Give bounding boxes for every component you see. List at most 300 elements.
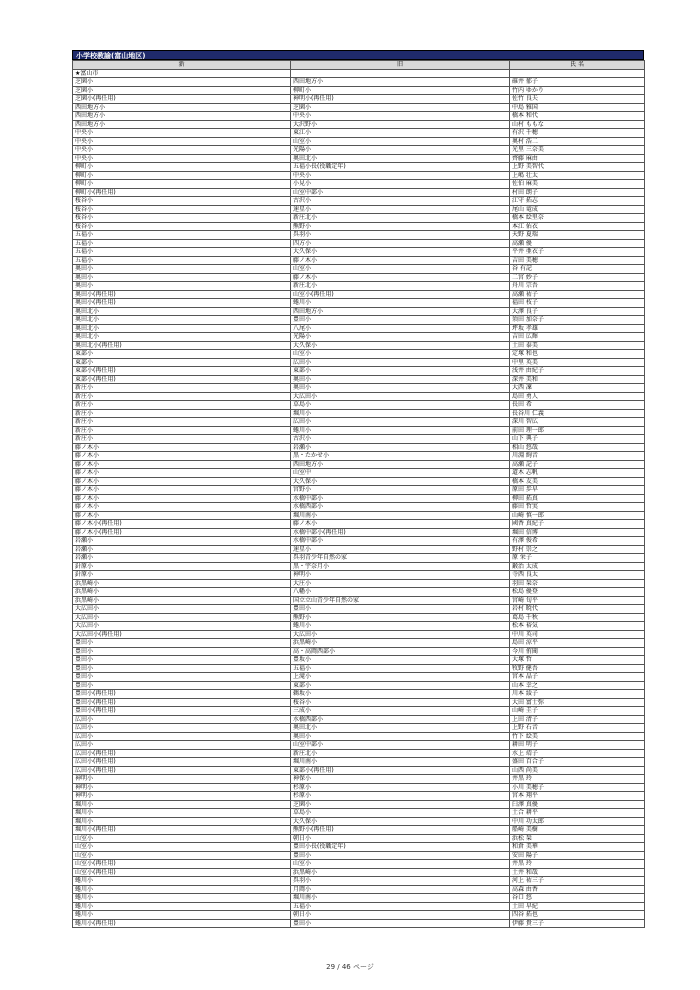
person-name-cell: 中川 功太郎 (510, 817, 645, 826)
person-name-cell: 舟川 宗吾 (510, 282, 645, 291)
person-name-cell: 松本 裕気 (510, 622, 645, 631)
table-row (73, 452, 645, 461)
new-school-cell: 藤ノ木小 (73, 511, 291, 520)
old-school-cell: 五福小 (291, 664, 510, 673)
new-school-cell: 東部小 (73, 358, 291, 367)
table-row (73, 299, 645, 308)
table-row (73, 698, 645, 707)
new-school-cell: 豊田小(再任用) (73, 698, 291, 707)
person-name-cell: 吉田 美穂 (510, 256, 645, 265)
old-school-cell: 豊田小 (291, 919, 510, 928)
new-school-cell: 奥田北小 (73, 307, 291, 316)
new-school-cell: 豊田小 (73, 664, 291, 673)
new-school-cell: 豊田小 (73, 681, 291, 690)
old-school-cell: 水橋西部小 (291, 715, 510, 724)
old-school-cell: 杉原小 (291, 792, 510, 801)
person-name-cell: 高瀬 記子 (510, 460, 645, 469)
table-row (73, 112, 645, 121)
person-name-cell: 谷口 悠 (510, 894, 645, 903)
person-name-cell: 山崎 圭子 (510, 707, 645, 716)
transfer-table (72, 60, 645, 928)
person-name-cell: 尾山 竜成 (510, 205, 645, 214)
old-school-cell: 豊坂小 (291, 656, 510, 665)
table-row (73, 554, 645, 563)
person-name-cell: 中島 雅国 (510, 103, 645, 112)
person-name-cell: 有澤 俊希 (510, 537, 645, 546)
person-name-cell: 中里 英美 (510, 358, 645, 367)
old-school-cell: 浜黒崎小 (291, 639, 510, 648)
person-name-cell: 羽田 栞奈 (510, 579, 645, 588)
new-school-cell: 西田地方小 (73, 103, 291, 112)
table-row (73, 792, 645, 801)
new-school-cell: 広田小(再任用) (73, 766, 291, 775)
old-school-cell: 東江小 (291, 129, 510, 138)
new-school-cell: 豊田小 (73, 639, 291, 648)
old-school-cell: 新庄北小 (291, 214, 510, 223)
old-school-cell: 上滝小 (291, 673, 510, 682)
person-name-cell: 齊藤 麻由 (510, 154, 645, 163)
person-name-cell: 上野 石音 (510, 724, 645, 733)
new-school-cell: 浜黒崎小 (73, 588, 291, 597)
person-name-cell: 本江 佑衣 (510, 222, 645, 231)
table-row (73, 214, 645, 223)
new-school-cell: 藤ノ木小(再任用) (73, 528, 291, 537)
person-name-cell: 臼澤 真優 (510, 800, 645, 809)
new-school-cell: 藤ノ木小 (73, 503, 291, 512)
person-name-cell: 有沢 千穂 (510, 129, 645, 138)
table-title: 小学校教諭(富山地区) (72, 50, 644, 60)
new-school-cell: 奥田北小(再任用) (73, 341, 291, 350)
table-row (73, 95, 645, 104)
new-school-cell: 堀川小(再任用) (73, 826, 291, 835)
old-school-cell: 豊田小 (291, 851, 510, 860)
new-school-cell: 芝園小(再任用) (73, 95, 291, 104)
header-row (73, 61, 645, 70)
old-school-cell: 豊田小 (291, 605, 510, 614)
old-school-cell: 水橋中部小 (291, 494, 510, 503)
table-row (73, 630, 645, 639)
new-school-cell: 藤ノ木小 (73, 486, 291, 495)
old-school-cell: 新庄北小 (291, 282, 510, 291)
old-school-cell: 山室中部小 (291, 188, 510, 197)
table-row (73, 851, 645, 860)
new-school-cell: 柳町小 (73, 171, 291, 180)
new-school-cell: 広田小(再任用) (73, 758, 291, 767)
new-school-cell: 蜷川小 (73, 894, 291, 903)
new-school-cell: 五福小 (73, 248, 291, 257)
table-row (73, 103, 645, 112)
table-row (73, 809, 645, 818)
table-row (73, 494, 645, 503)
person-name-cell: 上田 清子 (510, 715, 645, 724)
table-row (73, 341, 645, 350)
table-row (73, 443, 645, 452)
new-school-cell: 山室小(再任用) (73, 860, 291, 869)
person-name-cell: 山西 尚美 (510, 766, 645, 775)
person-name-cell: 光里 三奈美 (510, 146, 645, 155)
old-school-cell: 大久保小 (291, 817, 510, 826)
person-name-cell: 深井 美和 (510, 375, 645, 384)
person-name-cell: 堀田 信博 (510, 528, 645, 537)
new-school-cell: 蜷川小 (73, 877, 291, 886)
person-name-cell: 島田 涼平 (510, 639, 645, 648)
table-row (73, 826, 645, 835)
table-row (73, 673, 645, 682)
new-school-cell: 大広田小 (73, 613, 291, 622)
table-row (73, 205, 645, 214)
old-school-cell: 杉原小 (291, 783, 510, 792)
table-row (73, 749, 645, 758)
region-row (73, 69, 645, 78)
new-school-cell: 神明小 (73, 792, 291, 801)
header-new: 新 (73, 61, 291, 70)
old-school-cell: 堀川小 (291, 409, 510, 418)
new-school-cell: 東部小(再任用) (73, 375, 291, 384)
old-school-cell: 鵜坂小 (291, 690, 510, 699)
old-school-cell: 中央小 (291, 112, 510, 121)
person-name-cell: 二宮 妙子 (510, 273, 645, 282)
person-name-cell: 高瀬 優 (510, 239, 645, 248)
person-name-cell: 福田 枝子 (510, 299, 645, 308)
table-row (73, 129, 645, 138)
table-row (73, 902, 645, 911)
old-school-cell: 蜷川小 (291, 622, 510, 631)
new-school-cell: 東部小 (73, 350, 291, 359)
old-school-cell: 黒・宇奈月小 (291, 562, 510, 571)
new-school-cell: 中央小 (73, 154, 291, 163)
person-name-cell: 柳田 拓真 (510, 494, 645, 503)
old-school-cell: 蜷川小 (291, 299, 510, 308)
person-name-cell: 土合 耕平 (510, 809, 645, 818)
person-name-cell: 須田 加奈子 (510, 316, 645, 325)
person-name-cell: 深川 智広 (510, 418, 645, 427)
person-name-cell: 岩村 暁代 (510, 605, 645, 614)
person-name-cell: 大澤 良子 (510, 307, 645, 316)
table-row (73, 358, 645, 367)
old-school-cell: 藤ノ木小 (291, 256, 510, 265)
table-row (73, 273, 645, 282)
old-school-cell: 神保小 (291, 775, 510, 784)
person-name-cell: 山崎 慎一郎 (510, 511, 645, 520)
old-school-cell: 水橋中部小(再任用) (291, 528, 510, 537)
old-school-cell: 五福小 (291, 902, 510, 911)
old-school-cell: 速星小 (291, 205, 510, 214)
new-school-cell: 豊田小 (73, 673, 291, 682)
old-school-cell: 山室小 (291, 137, 510, 146)
table-row (73, 783, 645, 792)
old-school-cell: 西田地方小 (291, 307, 510, 316)
old-school-cell: 草島小 (291, 809, 510, 818)
old-school-cell: 蜷川小 (291, 426, 510, 435)
old-school-cell: 呉羽小 (291, 877, 510, 886)
table-row (73, 885, 645, 894)
old-school-cell: 山室小 (291, 350, 510, 359)
old-school-cell: 新庄北小 (291, 749, 510, 758)
old-school-cell: 五福小長(役職定年) (291, 163, 510, 172)
old-school-cell: 藤ノ木小 (291, 273, 510, 282)
old-school-cell: 山室中 (291, 469, 510, 478)
person-name-cell: 天野 夏瑞 (510, 231, 645, 240)
new-school-cell: 豊田小 (73, 656, 291, 665)
table-row (73, 86, 645, 95)
person-name-cell: 河上 祐三子 (510, 877, 645, 886)
old-school-cell: 古沢小 (291, 435, 510, 444)
old-school-cell: 桜谷小 (291, 698, 510, 707)
new-school-cell: 柳町小 (73, 163, 291, 172)
old-school-cell: 柳町小 (291, 86, 510, 95)
old-school-cell: 山室小 (291, 265, 510, 274)
table-row (73, 639, 645, 648)
table-row (73, 681, 645, 690)
old-school-cell: 大久保小 (291, 477, 510, 486)
person-name-cell: 島田 勇人 (510, 392, 645, 401)
person-name-cell: 川本 綾子 (510, 690, 645, 699)
table-row (73, 843, 645, 852)
old-school-cell: 藤ノ木小 (291, 520, 510, 529)
old-school-cell: 堀川南小 (291, 894, 510, 903)
new-school-cell: 奥田北小 (73, 333, 291, 342)
new-school-cell: 芝園小 (73, 78, 291, 87)
table-row (73, 375, 645, 384)
person-name-cell: 安田 陽子 (510, 851, 645, 860)
table-row (73, 775, 645, 784)
new-school-cell: 蜷川小 (73, 885, 291, 894)
new-school-cell: 柳町小(再任用) (73, 188, 291, 197)
person-name-cell: 盛田 百合子 (510, 758, 645, 767)
new-school-cell: 桜谷小 (73, 214, 291, 223)
new-school-cell: 藤ノ木小(再任用) (73, 520, 291, 529)
old-school-cell: 小見小 (291, 180, 510, 189)
table-row (73, 222, 645, 231)
old-school-cell: 大沢野小 (291, 120, 510, 129)
old-school-cell: 三成小 (291, 707, 510, 716)
old-school-cell: 熊野小(再任用) (291, 826, 510, 835)
person-name-cell: 國香 真紀子 (510, 520, 645, 529)
new-school-cell: 奥田小 (73, 282, 291, 291)
old-school-cell: 芝園小 (291, 103, 510, 112)
new-school-cell: 奥田小(再任用) (73, 290, 291, 299)
person-name-cell: 土田 早紀 (510, 902, 645, 911)
table-row (73, 469, 645, 478)
new-school-cell: 藤ノ木小 (73, 460, 291, 469)
person-name-cell: 浅井 由紀子 (510, 367, 645, 376)
old-school-cell: 奥田小 (291, 384, 510, 393)
old-school-cell: 大久保小 (291, 248, 510, 257)
new-school-cell: 広田小(再任用) (73, 749, 291, 758)
new-school-cell: 針原小 (73, 562, 291, 571)
table-row (73, 622, 645, 631)
old-school-cell: 水橋中部小 (291, 537, 510, 546)
new-school-cell: 広田小 (73, 724, 291, 733)
table-row (73, 800, 645, 809)
old-school-cell: 熊野小 (291, 613, 510, 622)
person-name-cell: 相山 悠哉 (510, 443, 645, 452)
new-school-cell: 新庄小 (73, 435, 291, 444)
new-school-cell: 広田小 (73, 741, 291, 750)
new-school-cell: 大広田小 (73, 622, 291, 631)
person-name-cell: 佐竹 良夫 (510, 95, 645, 104)
person-name-cell: 大田 富士弥 (510, 698, 645, 707)
table-row (73, 919, 645, 928)
new-school-cell: 五福小 (73, 256, 291, 265)
old-school-cell: 八尾小 (291, 324, 510, 333)
old-school-cell: 月岡小 (291, 885, 510, 894)
person-name-cell: 牧野 健吾 (510, 664, 645, 673)
old-school-cell: 西田地方小 (291, 78, 510, 87)
table-row (73, 435, 645, 444)
old-school-cell: 豊田小 (291, 316, 510, 325)
table-row (73, 758, 645, 767)
person-name-cell: 野村 崇之 (510, 545, 645, 554)
person-name-cell: 四谷 拓也 (510, 911, 645, 920)
new-school-cell: 芝園小 (73, 86, 291, 95)
table-row (73, 120, 645, 129)
table-row (73, 418, 645, 427)
table-row (73, 588, 645, 597)
new-school-cell: 堀川小 (73, 817, 291, 826)
table-row (73, 163, 645, 172)
table-row (73, 511, 645, 520)
table-row (73, 834, 645, 843)
table-row (73, 477, 645, 486)
old-school-cell: 宮野小 (291, 486, 510, 495)
page-number: 29 / 46 ページ (326, 963, 374, 971)
person-name-cell: 葛島 千秋 (510, 613, 645, 622)
old-school-cell: 古沢小 (291, 197, 510, 206)
table-row (73, 596, 645, 605)
header-old: 旧 (291, 61, 510, 70)
new-school-cell: 岩瀬小 (73, 554, 291, 563)
new-school-cell: 大広田小 (73, 605, 291, 614)
new-school-cell: 藤ノ木小 (73, 452, 291, 461)
table-row (73, 324, 645, 333)
header-name: 氏 名 (510, 61, 645, 70)
table-row (73, 409, 645, 418)
new-school-cell: 広田小 (73, 732, 291, 741)
table-row (73, 256, 645, 265)
new-school-cell: 中央小 (73, 129, 291, 138)
new-school-cell: 東部小(再任用) (73, 367, 291, 376)
table-row (73, 307, 645, 316)
new-school-cell: 奥田小(再任用) (73, 299, 291, 308)
table-row (73, 146, 645, 155)
old-school-cell: 堀川南小 (291, 511, 510, 520)
new-school-cell: 西田地方小 (73, 112, 291, 121)
person-name-cell: 吉田 広輝 (510, 333, 645, 342)
person-name-cell: 川淵 絢音 (510, 452, 645, 461)
person-name-cell: 耕田 明子 (510, 741, 645, 750)
old-school-cell: 奥田小 (291, 375, 510, 384)
new-school-cell: 桜谷小 (73, 197, 291, 206)
person-name-cell: 高瀬 祐子 (510, 290, 645, 299)
new-school-cell: 中央小 (73, 137, 291, 146)
old-school-cell: 八幡小 (291, 588, 510, 597)
new-school-cell: 針原小 (73, 571, 291, 580)
table-row (73, 579, 645, 588)
person-name-cell: 谷 有記 (510, 265, 645, 274)
old-school-cell: 光陽小 (291, 333, 510, 342)
person-name-cell: 宮本 翔平 (510, 792, 645, 801)
table-row (73, 384, 645, 393)
new-school-cell: 堀川小 (73, 800, 291, 809)
person-name-cell: 伊藤 貴三子 (510, 919, 645, 928)
table-row (73, 656, 645, 665)
old-school-cell: 水橋西部小 (291, 503, 510, 512)
old-school-cell: 西田地方小 (291, 460, 510, 469)
person-name-cell: 水上 靖子 (510, 749, 645, 758)
person-name-cell: 坪坂 孝雄 (510, 324, 645, 333)
new-school-cell: 新庄小 (73, 401, 291, 410)
table-row (73, 868, 645, 877)
new-school-cell: 浜黒崎小 (73, 579, 291, 588)
old-school-cell: 呉羽青少年自然の家 (291, 554, 510, 563)
person-name-cell: 土井 和哉 (510, 868, 645, 877)
table-row (73, 290, 645, 299)
person-name-cell: 船崎 美樹 (510, 826, 645, 835)
old-school-cell: 黒・たかせ小 (291, 452, 510, 461)
table-row (73, 350, 645, 359)
person-name-cell: 長谷川 仁義 (510, 409, 645, 418)
table-row (73, 180, 645, 189)
person-name-cell: 橋本 絵里奈 (510, 214, 645, 223)
person-name-cell: 大塚 哲 (510, 656, 645, 665)
table-row (73, 265, 645, 274)
table-row (73, 732, 645, 741)
table-row (73, 171, 645, 180)
person-name-cell: 高森 由香 (510, 885, 645, 894)
table-row (73, 545, 645, 554)
old-school-cell: 国立立山青少年自然の家 (291, 596, 510, 605)
new-school-cell: 藤ノ木小 (73, 443, 291, 452)
new-school-cell: 中央小 (73, 146, 291, 155)
person-name-cell: 道木 志帆 (510, 469, 645, 478)
table-row (73, 78, 645, 87)
person-name-cell: 山村 ももな (510, 120, 645, 129)
table-row (73, 690, 645, 699)
new-school-cell: 藤ノ木小 (73, 477, 291, 486)
table-row (73, 647, 645, 656)
old-school-cell: 朝日小 (291, 834, 510, 843)
table-row (73, 894, 645, 903)
old-school-cell: 東部小(再任用) (291, 766, 510, 775)
person-name-cell: 大西 凜 (510, 384, 645, 393)
person-name-cell: 上嶋 壮太 (510, 171, 645, 180)
new-school-cell: 五福小 (73, 231, 291, 240)
person-name-cell: 佐伯 麻美 (510, 180, 645, 189)
table-row (73, 333, 645, 342)
old-school-cell: 中央小 (291, 171, 510, 180)
table-row (73, 537, 645, 546)
old-school-cell: 奥田北小 (291, 724, 510, 733)
new-school-cell: 奥田北小 (73, 324, 291, 333)
table-row (73, 197, 645, 206)
table-row (73, 401, 645, 410)
table-row (73, 664, 645, 673)
table-row (73, 137, 645, 146)
table-row (73, 741, 645, 750)
old-school-cell: 神明小(再任用) (291, 95, 510, 104)
new-school-cell: 豊田小(再任用) (73, 690, 291, 699)
table-row (73, 613, 645, 622)
person-name-cell: 長田 希 (510, 401, 645, 410)
new-school-cell: 新庄小 (73, 392, 291, 401)
old-school-cell: 山室小 (291, 860, 510, 869)
table-row (73, 520, 645, 529)
document-page (72, 50, 644, 928)
new-school-cell: 浜黒崎小 (73, 596, 291, 605)
old-school-cell: 神明小 (291, 571, 510, 580)
person-name-cell: 定塚 和也 (510, 350, 645, 359)
